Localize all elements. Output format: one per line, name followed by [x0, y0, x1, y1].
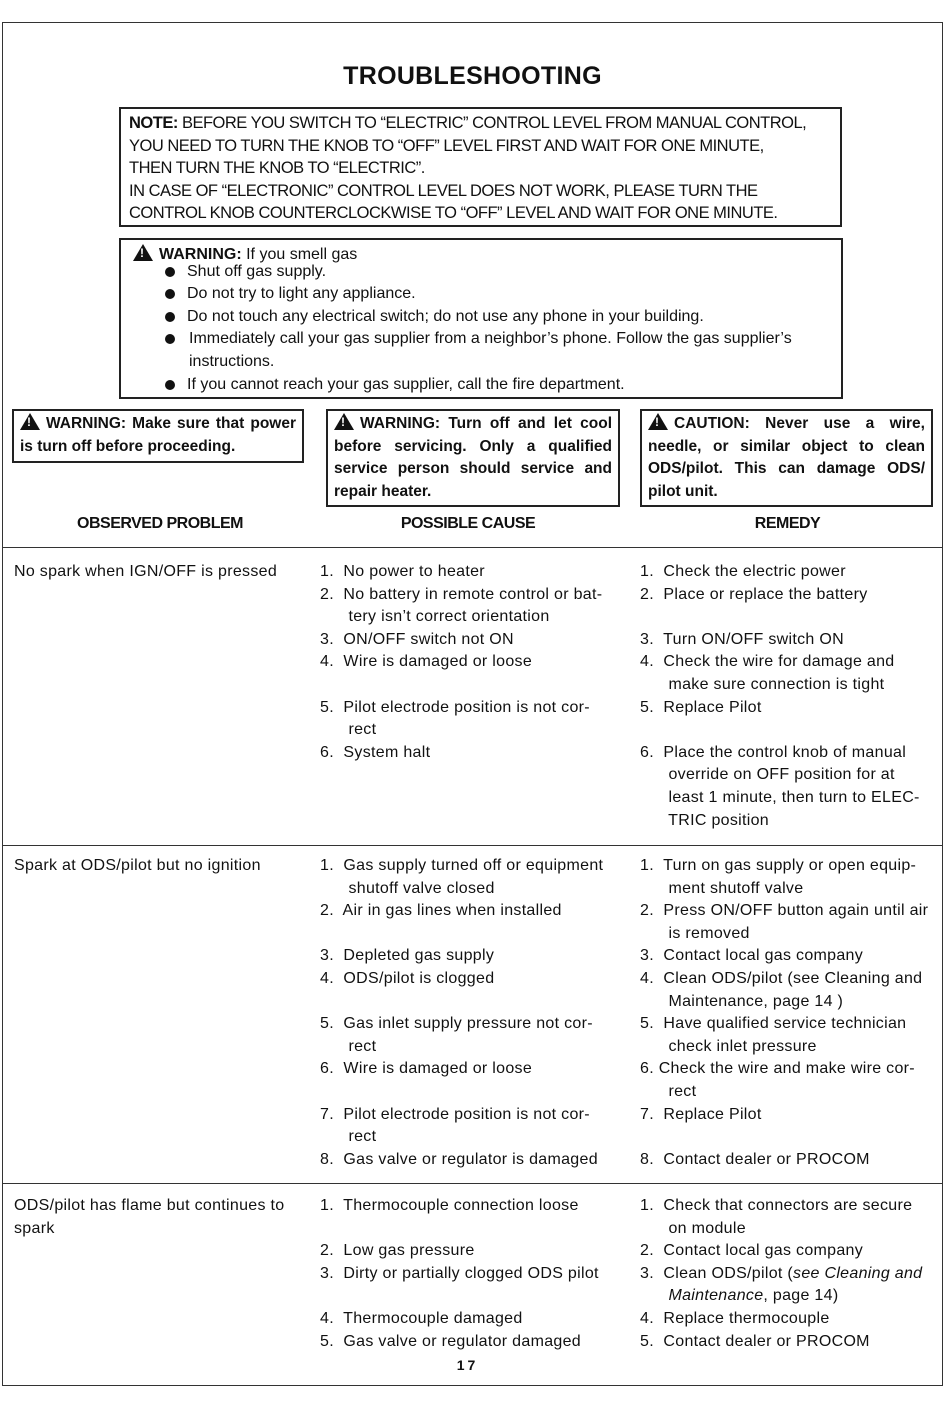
problem-cell: Spark at ODS/pilot but no ignition: [14, 857, 261, 874]
remedy-item: 2. Contact local gas company: [640, 1242, 864, 1260]
gas-warning-bullet: Immediately call your gas supplier from a neighbor’s phone. Follow the gas supplier’s instructions.: [129, 328, 833, 373]
cool-warning-label: WARNING:: [360, 415, 441, 432]
note-line: BEFORE YOU SWITCH TO “ELECTRIC” CONTROL LEVEL FROM MANUAL CONTROL,: [181, 114, 807, 132]
gas-warning-bullet: If you cannot reach your gas supplier, call the fire department.: [129, 374, 833, 397]
bullet-dot-icon: [165, 312, 175, 322]
remedy-item: 4. Check the wire for damage and make sure connection is tight: [640, 653, 895, 693]
caution-triangle-icon: [648, 413, 668, 430]
cause-item: 5. Pilot electrode position is not cor- rect: [320, 698, 590, 739]
power-warning-text: Make sure that power is turn off before proceeding.: [20, 415, 296, 455]
column-header-remedy: REMEDY: [754, 515, 821, 532]
cause-item: 6. System halt: [320, 743, 431, 761]
gas-warning-box: [119, 238, 843, 399]
remedy-item: 3. Contact local gas company: [640, 947, 864, 965]
problem-cell: No spark when IGN/OFF is pressed: [14, 563, 278, 580]
remedy-item: 5. Contact dealer or PROCOM: [640, 1332, 870, 1350]
remedy-item: 4. Replace thermocouple: [640, 1310, 830, 1327]
remedy-item: 1. Turn on gas supply or open equip- ment shutoff valve: [640, 857, 917, 897]
note-line: YOU NEED TO TURN THE KNOB TO “OFF” LEVEL FIRST AND WAIT FOR ONE MINUTE,: [129, 136, 764, 155]
remedy-item: 7. Replace Pilot: [640, 1105, 762, 1123]
remedy-item: 8. Contact dealer or PROCOM: [640, 1150, 870, 1168]
column-header-problem: OBSERVED PROBLEM: [77, 515, 243, 532]
table-divider: [2, 1183, 943, 1184]
note-line: CONTROL KNOB COUNTERCLOCKWISE TO “OFF” LEVEL AND WAIT FOR ONE MINUTE.: [129, 204, 778, 223]
note-label: NOTE:: [129, 114, 178, 132]
bullet-dot-icon: [165, 267, 175, 277]
gas-warning-bullet: Do not touch any electrical switch; do not use any phone in your building.: [129, 306, 833, 329]
cause-item: 1. Thermocouple connection loose: [320, 1197, 579, 1214]
caution-label: CAUTION:: [674, 415, 750, 432]
gas-warning-label: WARNING:: [159, 246, 242, 263]
warning-triangle-icon: [20, 413, 40, 430]
page-title: TROUBLESHOOTING: [343, 62, 602, 90]
cool-warning-box: [326, 409, 620, 507]
caution-box: [640, 409, 933, 507]
cause-item: 2. Air in gas lines when installed: [320, 902, 562, 920]
remedy-item: 1. Check that connectors are secure on module: [640, 1197, 913, 1237]
problem-cell: ODS/pilot has flame but continues to spark: [14, 1197, 285, 1237]
cause-item: 3. Dirty or partially clogged ODS pilot: [320, 1264, 599, 1282]
page-number: 17: [456, 1357, 479, 1373]
cause-item: 5. Gas valve or regulator damaged: [320, 1332, 582, 1350]
power-warning-box: [12, 409, 304, 463]
remedy-item: 3. Turn ON/OFF switch ON: [640, 630, 844, 648]
table-divider: [2, 547, 943, 548]
cause-item: 6. Wire is damaged or loose: [320, 1060, 533, 1078]
cause-item: 2. No battery in remote control or bat- tery isn’t correct orientation: [320, 585, 603, 626]
warning-triangle-icon: [133, 244, 153, 261]
bullet-dot-icon: [165, 289, 175, 299]
table-divider: [2, 845, 943, 846]
remedy-item: 1. Check the electric power: [640, 563, 846, 580]
remedy-item: 2. Place or replace the battery: [640, 585, 868, 603]
note-line: IN CASE OF “ELECTRONIC” CONTROL LEVEL DOES NOT WORK, PLEASE TURN THE: [129, 181, 758, 200]
cause-item: 4. Wire is damaged or loose: [320, 653, 533, 671]
cause-item: 8. Gas valve or regulator is damaged: [320, 1150, 598, 1168]
bullet-dot-icon: [165, 334, 175, 344]
note-line: THEN TURN THE KNOB TO “ELECTRIC”.: [129, 159, 425, 178]
remedy-item: 3. Clean ODS/pilot (see Cleaning and Maintenance, page 14): [640, 1264, 923, 1305]
remedy-item: 6. Place the control knob of manual override on OFF position for at least 1 minute, then turn to ELEC- TRIC position: [640, 743, 920, 829]
cool-warning-text: Turn off and let cool before servicing. Only a qualified service person should service and repair heater.: [334, 415, 613, 500]
cause-item: 3. Depleted gas supply: [320, 947, 495, 965]
cause-item: 5. Gas inlet supply pressure not cor- rect: [320, 1015, 593, 1055]
remedy-item: 6. Check the wire and make wire cor- rect: [640, 1060, 915, 1100]
cause-item: 4. Thermocouple damaged: [320, 1310, 523, 1327]
cause-item: 7. Pilot electrode position is not cor- rect: [320, 1105, 590, 1146]
warning-triangle-icon: [334, 413, 354, 430]
remedy-item: 2. Press ON/OFF button again until air is removed: [640, 902, 929, 942]
remedy-item: 5. Have qualified service technician check inlet pressure: [640, 1015, 907, 1055]
caution-text: Never use a wire, needle, or similar object to clean ODS/pilot. This can damage ODS/ pilot unit.: [648, 415, 925, 500]
remedy-item: 5. Replace Pilot: [640, 698, 762, 716]
bullet-dot-icon: [165, 380, 175, 390]
column-header-cause: POSSIBLE CAUSE: [400, 515, 536, 532]
cause-item: 2. Low gas pressure: [320, 1242, 475, 1260]
cause-item: 1. No power to heater: [320, 563, 485, 580]
cause-item: 3. ON/OFF switch not ON: [320, 630, 514, 648]
cause-item: 4. ODS/pilot is clogged: [320, 970, 495, 987]
cause-item: 1. Gas supply turned off or equipment shutoff valve closed: [320, 857, 604, 897]
remedy-item: 4. Clean ODS/pilot (see Cleaning and Maintenance, page 14 ): [640, 970, 923, 1010]
note-box: [119, 107, 842, 227]
gas-warning-bullet: Shut off gas supply.: [129, 261, 833, 284]
power-warning-label: WARNING:: [46, 415, 127, 432]
gas-warning-bullet: Do not try to light any appliance.: [129, 283, 833, 306]
gas-warning-intro: If you smell gas: [246, 246, 358, 263]
